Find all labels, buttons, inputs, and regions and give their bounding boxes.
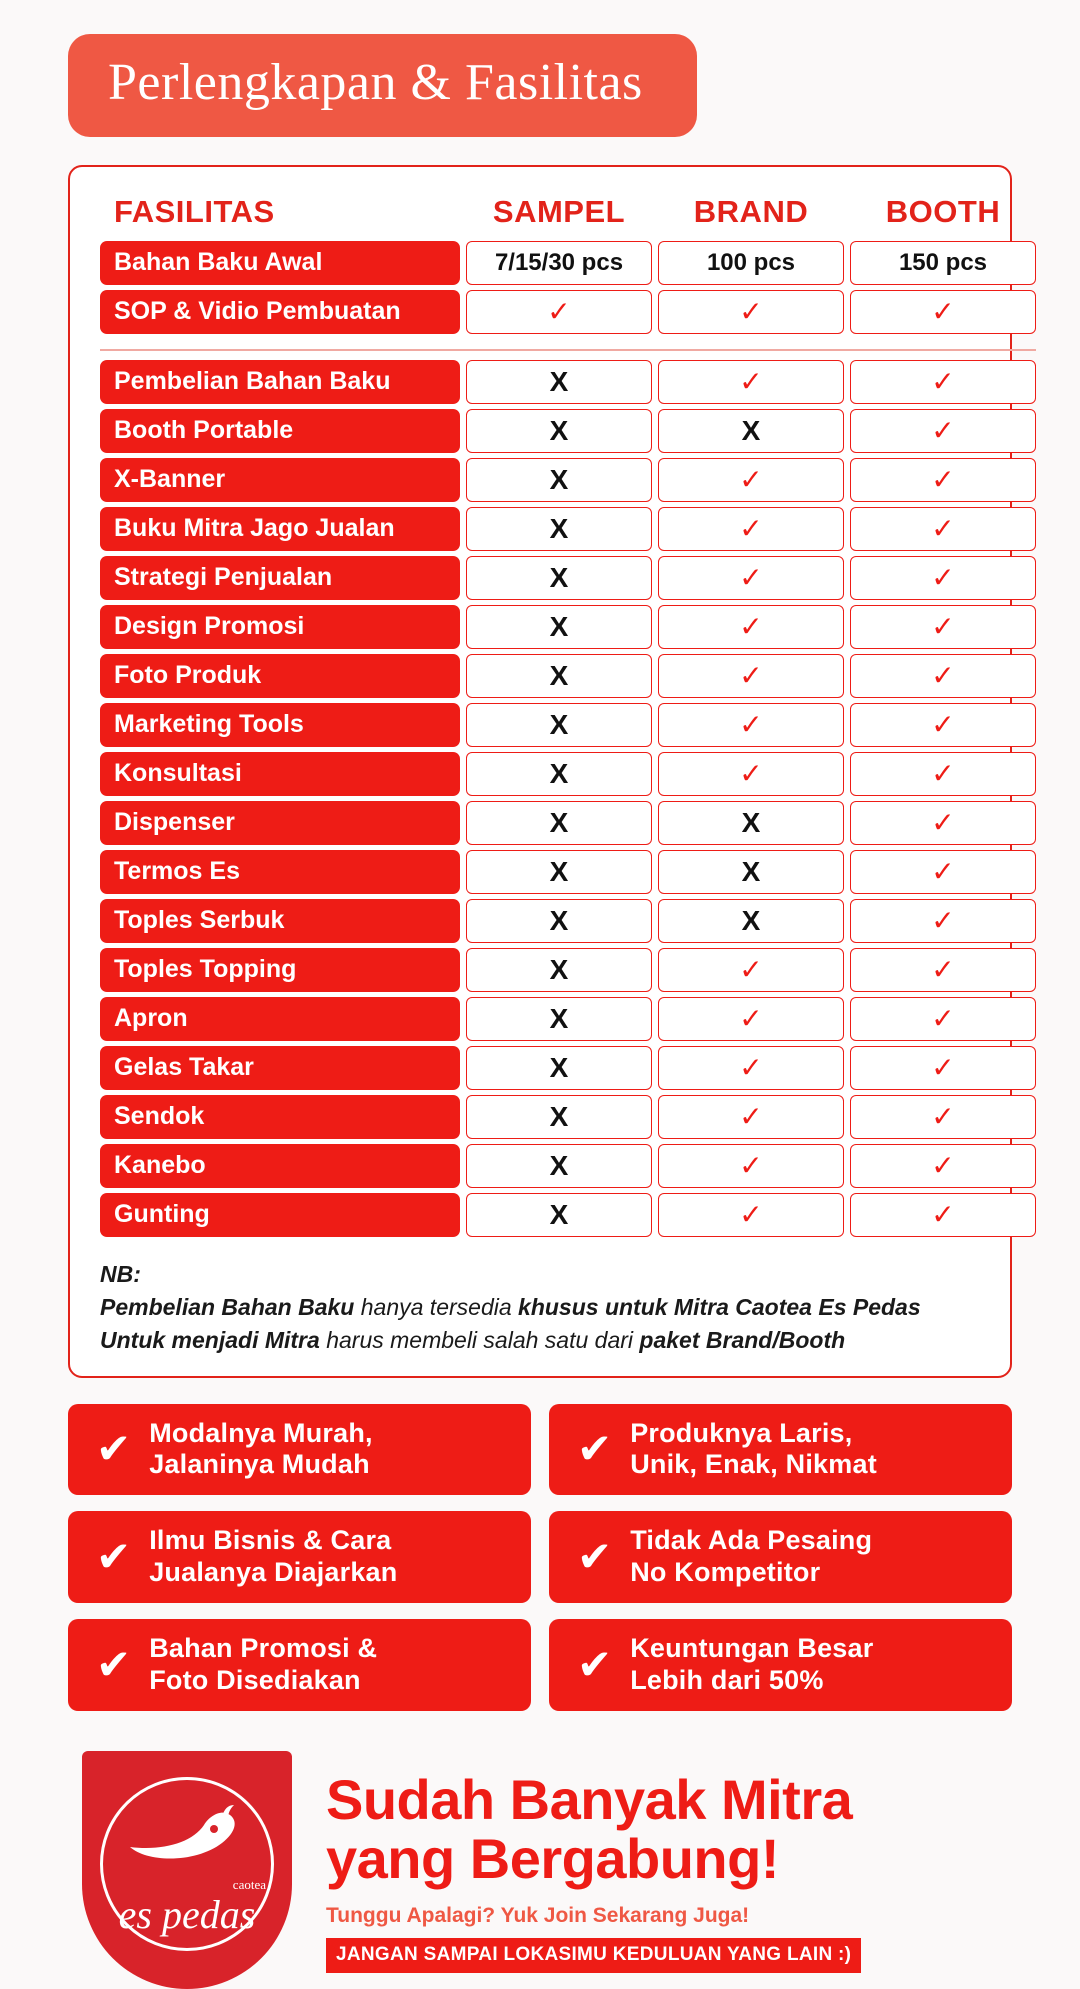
cell-brand: X bbox=[658, 850, 844, 894]
benefit-line-1: Produknya Laris, bbox=[630, 1417, 853, 1448]
check-icon: ✔ bbox=[96, 1639, 132, 1689]
cell-booth: ✓ bbox=[850, 654, 1036, 698]
footer-text bbox=[292, 1751, 861, 1974]
benefit-line-2: No Kompetitor bbox=[630, 1557, 821, 1588]
cell-brand: ✓ bbox=[658, 605, 844, 649]
cell-booth: ✓ bbox=[850, 1046, 1036, 1090]
cell-brand: ✓ bbox=[658, 752, 844, 796]
cell-sampel: X bbox=[466, 948, 652, 992]
note-line1-c: khusus untuk Mitra Caotea Es Pedas bbox=[518, 1293, 921, 1320]
cell-booth: ✓ bbox=[850, 605, 1036, 649]
cell-sampel: X bbox=[466, 850, 652, 894]
row-label: Gelas Takar bbox=[100, 1046, 460, 1090]
table-row bbox=[100, 556, 1036, 600]
table-row bbox=[100, 654, 1036, 698]
benefit-line-2: Lebih dari 50% bbox=[630, 1664, 824, 1695]
cell-sampel: X bbox=[466, 1046, 652, 1090]
row-label: Bahan Baku Awal bbox=[100, 241, 460, 285]
note-line2-a: Untuk menjadi Mitra bbox=[100, 1327, 320, 1354]
cell-sampel: X bbox=[466, 703, 652, 747]
benefit-item bbox=[68, 1619, 531, 1711]
table-row bbox=[100, 801, 1036, 845]
page-header bbox=[0, 0, 1080, 137]
footer-headline-line2: yang Bergabung! bbox=[326, 1826, 779, 1890]
cell-booth: ✓ bbox=[850, 1144, 1036, 1188]
column-header-brand: BRAND bbox=[693, 193, 809, 229]
cell-booth: ✓ bbox=[850, 360, 1036, 404]
benefit-line-1: Tidak Ada Pesaing bbox=[630, 1525, 873, 1556]
check-icon: ✔ bbox=[577, 1532, 613, 1582]
cell-brand: ✓ bbox=[658, 458, 844, 502]
table-row bbox=[100, 241, 1036, 285]
footer-subline: Tunggu Apalagi? Yuk Join Sekarang Juga! bbox=[326, 1904, 750, 1928]
cell-sampel: ✓ bbox=[466, 290, 652, 334]
cell-sampel: X bbox=[466, 409, 652, 453]
table-row bbox=[100, 752, 1036, 796]
column-header-booth: BOOTH bbox=[885, 193, 1001, 229]
cell-brand: ✓ bbox=[658, 507, 844, 551]
check-icon: ✔ bbox=[577, 1424, 613, 1474]
cell-booth: ✓ bbox=[850, 1095, 1036, 1139]
cell-booth: ✓ bbox=[850, 850, 1036, 894]
note-label: NB: bbox=[100, 1260, 141, 1287]
note-line1-a: Pembelian Bahan Baku bbox=[100, 1293, 355, 1320]
table-row bbox=[100, 1144, 1036, 1188]
benefit-text bbox=[630, 1525, 872, 1589]
logo-caotea-text: caotea bbox=[232, 1876, 266, 1892]
cell-booth: ✓ bbox=[850, 948, 1036, 992]
brand-logo bbox=[82, 1751, 292, 1989]
table-header-row bbox=[100, 194, 1036, 236]
cell-brand: ✓ bbox=[658, 948, 844, 992]
cell-sampel: X bbox=[466, 1095, 652, 1139]
cell-brand: ✓ bbox=[658, 997, 844, 1041]
row-label: Konsultasi bbox=[100, 752, 460, 796]
cell-booth: ✓ bbox=[850, 507, 1036, 551]
cell-booth: ✓ bbox=[850, 290, 1036, 334]
cell-brand: ✓ bbox=[658, 360, 844, 404]
table-row bbox=[100, 409, 1036, 453]
row-label: Sendok bbox=[100, 1095, 460, 1139]
cell-booth: ✓ bbox=[850, 458, 1036, 502]
table-row bbox=[100, 360, 1036, 404]
cell-brand: ✓ bbox=[658, 290, 844, 334]
benefit-line-1: Ilmu Bisnis & Cara bbox=[149, 1525, 392, 1556]
footer-headline-line1: Sudah Banyak Mitra bbox=[326, 1767, 853, 1831]
cell-booth: ✓ bbox=[850, 1193, 1036, 1237]
table-row bbox=[100, 1095, 1036, 1139]
cell-brand: ✓ bbox=[658, 703, 844, 747]
cell-brand: ✓ bbox=[658, 1144, 844, 1188]
benefits-grid bbox=[68, 1404, 1012, 1711]
row-label: Booth Portable bbox=[100, 409, 460, 453]
footer bbox=[68, 1751, 1012, 1989]
table-row bbox=[100, 605, 1036, 649]
note-line1-b: hanya tersedia bbox=[354, 1293, 519, 1320]
benefit-item bbox=[549, 1404, 1012, 1496]
benefit-line-1: Modalnya Murah, bbox=[149, 1417, 373, 1448]
benefit-text bbox=[630, 1418, 877, 1482]
cell-brand: ✓ bbox=[658, 1046, 844, 1090]
table-row bbox=[100, 899, 1036, 943]
section-divider bbox=[100, 349, 1036, 351]
cell-sampel: X bbox=[466, 752, 652, 796]
cell-booth: ✓ bbox=[850, 752, 1036, 796]
cell-sampel: X bbox=[466, 556, 652, 600]
row-label: Design Promosi bbox=[100, 605, 460, 649]
column-header-sampel: SAMPEL bbox=[492, 193, 626, 229]
cell-booth: ✓ bbox=[850, 409, 1036, 453]
table-row bbox=[100, 458, 1036, 502]
row-label: Kanebo bbox=[100, 1144, 460, 1188]
table-row bbox=[100, 1193, 1036, 1237]
table-row bbox=[100, 1046, 1036, 1090]
cell-sampel: X bbox=[466, 801, 652, 845]
table-row bbox=[100, 997, 1036, 1041]
benefit-item bbox=[549, 1619, 1012, 1711]
note-line-2 bbox=[100, 1324, 986, 1357]
benefit-text bbox=[149, 1525, 397, 1589]
row-label: SOP & Vidio Pembuatan bbox=[100, 290, 460, 334]
benefit-line-2: Jalaninya Mudah bbox=[149, 1449, 370, 1480]
benefit-item bbox=[549, 1511, 1012, 1603]
row-label: Buku Mitra Jago Jualan bbox=[100, 507, 460, 551]
benefit-line-1: Keuntungan Besar bbox=[630, 1633, 874, 1664]
cell-booth: ✓ bbox=[850, 997, 1036, 1041]
cell-brand: X bbox=[658, 899, 844, 943]
cell-sampel: X bbox=[466, 360, 652, 404]
column-header-fasilitas: FASILITAS bbox=[114, 193, 275, 229]
benefit-line-2: Unik, Enak, Nikmat bbox=[630, 1449, 877, 1480]
benefit-text bbox=[149, 1633, 377, 1697]
cell-sampel: X bbox=[466, 458, 652, 502]
table-row bbox=[100, 703, 1036, 747]
logo-name-text: es pedas bbox=[118, 1891, 256, 1937]
table-row bbox=[100, 948, 1036, 992]
cell-brand: X bbox=[658, 409, 844, 453]
check-icon: ✔ bbox=[96, 1532, 132, 1582]
table-row bbox=[100, 290, 1036, 334]
cell-sampel: X bbox=[466, 997, 652, 1041]
cell-brand: ✓ bbox=[658, 1095, 844, 1139]
row-label: Toples Serbuk bbox=[100, 899, 460, 943]
cell-brand: X bbox=[658, 801, 844, 845]
note-line2-c: paket Brand/Booth bbox=[639, 1327, 846, 1354]
facilities-table bbox=[94, 189, 1042, 1242]
note-line2-b: harus membeli salah satu dari bbox=[319, 1327, 640, 1354]
note-line-1 bbox=[100, 1291, 986, 1324]
row-label: Termos Es bbox=[100, 850, 460, 894]
cell-booth: ✓ bbox=[850, 899, 1036, 943]
cell-sampel: X bbox=[466, 899, 652, 943]
row-label: Pembelian Bahan Baku bbox=[100, 360, 460, 404]
cell-brand: ✓ bbox=[658, 556, 844, 600]
cell-brand: 100 pcs bbox=[658, 241, 844, 285]
cell-brand: ✓ bbox=[658, 654, 844, 698]
benefit-line-2: Jualanya Diajarkan bbox=[149, 1557, 398, 1588]
cell-booth: ✓ bbox=[850, 703, 1036, 747]
row-label: Toples Topping bbox=[100, 948, 460, 992]
facilities-card bbox=[68, 165, 1012, 1378]
benefit-line-2: Foto Disediakan bbox=[149, 1664, 361, 1695]
row-label: Dispenser bbox=[100, 801, 460, 845]
benefit-text bbox=[149, 1418, 373, 1482]
benefit-item bbox=[68, 1511, 531, 1603]
check-icon: ✔ bbox=[96, 1424, 132, 1474]
footer-strip: JANGAN SAMPAI LOKASIMU KEDULUAN YANG LAIN :) bbox=[326, 1938, 861, 1973]
cell-sampel: X bbox=[466, 654, 652, 698]
row-label: Marketing Tools bbox=[100, 703, 460, 747]
cell-sampel: X bbox=[466, 507, 652, 551]
page-title: Perlengkapan & Fasilitas bbox=[68, 34, 697, 137]
cell-sampel: X bbox=[466, 1144, 652, 1188]
benefit-text bbox=[630, 1633, 873, 1697]
cell-booth: 150 pcs bbox=[850, 241, 1036, 285]
row-label: Apron bbox=[100, 997, 460, 1041]
row-label: Foto Produk bbox=[100, 654, 460, 698]
table-row bbox=[100, 850, 1036, 894]
row-label: Strategi Penjualan bbox=[100, 556, 460, 600]
cell-sampel: X bbox=[466, 1193, 652, 1237]
benefit-line-1: Bahan Promosi & bbox=[149, 1633, 378, 1664]
cell-sampel: 7/15/30 pcs bbox=[466, 241, 652, 285]
cell-booth: ✓ bbox=[850, 556, 1036, 600]
check-icon: ✔ bbox=[577, 1639, 613, 1689]
row-label: X-Banner bbox=[100, 458, 460, 502]
cell-sampel: X bbox=[466, 605, 652, 649]
cell-booth: ✓ bbox=[850, 801, 1036, 845]
cell-brand: ✓ bbox=[658, 1193, 844, 1237]
chili-icon bbox=[118, 1803, 258, 1867]
table-row bbox=[100, 507, 1036, 551]
note-block bbox=[94, 1258, 986, 1358]
row-label: Gunting bbox=[100, 1193, 460, 1237]
benefit-item bbox=[68, 1404, 531, 1496]
